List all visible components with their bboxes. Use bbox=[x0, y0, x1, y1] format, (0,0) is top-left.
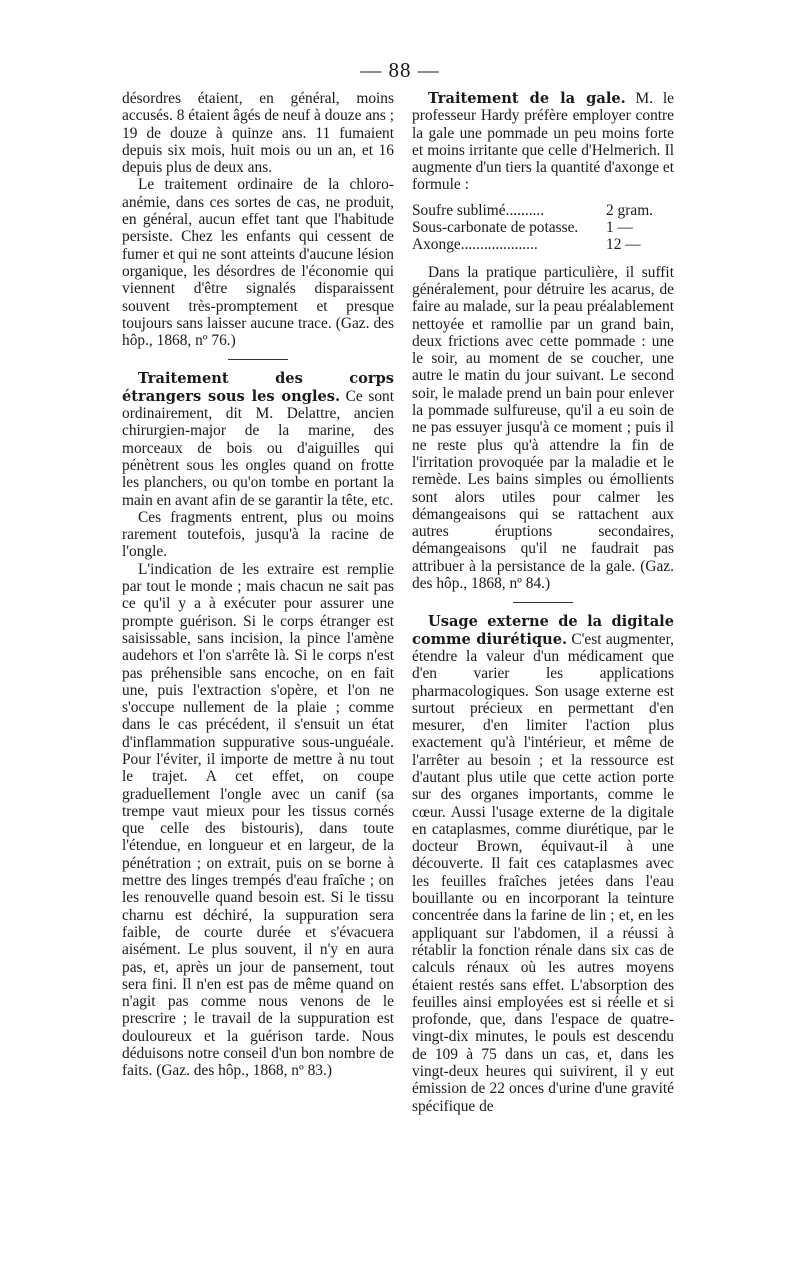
ingredient-quantity: 12 — bbox=[606, 236, 641, 254]
section-heading: Usage externe de la digitale comme diurétique. bbox=[412, 613, 674, 648]
leader-dots bbox=[578, 219, 600, 236]
paragraph: L'indication de les extraire est remplie par tout le monde ; mais chacun ne sait pas ce qu'il y a à exécuter pour assurer une prompte guérison. Si le corps étranger est saisissable, sans incision, la pince l'amène audehors et l'on s'arrête là. Si le corps n'est pas préhensible sans encoche, on en fait une, puis l'extraction s'opère, et l'on ne s'occupe nullement de la plaie ; comme dans le cas précédent, il s'ensuit un état d'inflammation suppurative sous-unguéale. Pour l'éviter, il importe de mettre à nu tout le trajet. A cet effet, on coupe graduellement l'ongle avec un canif (sa trempe vaut mieux pour les tissus cornés que celle des bistouris), dans toute l'étendue, en longueur et en largeur, de la pénétration ; on extrait, puis on se borne à mettre des linges trempés d'eau fraîche ; on les renouvelle quand besoin est. Si le tissu charnu est déchiré, la suppuration sera faible, de courte durée et s'évacuera aisément. Le plus souvent, il n'y en aura pas, et, après un jour de pansement, tout sera fini. Il n'en est pas de même quand on n'agit pas comme nous venons de le prescrire ; le travail de la suppuration est douloureux et la guérison tarde. Nous déduisons notre conseil d'un bon nombre de faits. (Gaz. des hôp., 1868, nº 83.) bbox=[122, 560, 394, 1080]
left-column bbox=[122, 90, 394, 1080]
section-heading: Traitement des corps étrangers sous les ongles. bbox=[122, 370, 394, 405]
recipe-row bbox=[412, 219, 674, 236]
section-corps-etrangers bbox=[122, 370, 394, 508]
page-number: — 88 — bbox=[360, 58, 440, 82]
paragraph-text: C'est augmenter, étendre la valeur d'un médicament que d'en varier les applications pharmacologiques. Son usage externe est surtout précieux en permettant d'en mesurer, d'en limiter l'action plus exactement qu'à l'intérieur, et même de l'arrêter au besoin ; et la ressource est d'autant plus utile que cette action porte sur des organes importants, comme le cœur. Aussi l'usage externe de la digitale en cataplasmes, comme diurétique, par le docteur Brown, équivaut-il à une découverte. Il fait ces cataplasmes avec les feuilles fraîches jetées dans l'eau bouillante ou en incorporant la teinture concentrée dans la farine de lin ; et, en les appliquant sur l'abdomen, il a réussi à rétablir la fonction rénale dans six cas de calculs rénaux où les autres moyens étaient restés sans effet. L'absorption des feuilles ainsi employées est si réelle et si profonde, que, dans l'espace de quatre-vingt-dix minutes, le pouls est descendu de 109 à 75 dans un cas, et, dans les vingt-deux heures qui suivirent, il y eut émission de 22 onces d'urine d'une gravité spécifique de bbox=[412, 630, 674, 1115]
section-digitale bbox=[412, 613, 674, 1115]
section-heading: Traitement de la gale. bbox=[428, 90, 626, 107]
leader-dots: .......... bbox=[505, 201, 545, 219]
right-column bbox=[412, 90, 674, 1115]
paragraph-text: M. le professeur Hardy préfère employer contre la gale une pommade un peu moins forte et moins irritante que celle d'Helmerich. Il augmente d'un tiers la quantité d'axonge et formule : bbox=[412, 90, 674, 194]
paragraph-text: Ce sont ordinairement, dit M. Delattre, ancien chirurgien-major de la marine, des morceaux de bois ou d'aiguilles qui pénètrent sous les ongles quand on frotte les planchers, ou qu'on tombe en portant la main en avant afin de se garantir la tête, etc. bbox=[122, 387, 394, 509]
paragraph: Le traitement ordinaire de la chloro-anémie, dans ces sortes de cas, ne produit, en général, aucun effet tant que l'habitude persiste. Chez les enfants qui cessent de fumer et qui ne sont atteints d'aucune lésion organique, les désordres de l'économie qui viennent d'être signalés disparaissent souvent très-promptement et presque toujours sans laisser aucune trace. (Gaz. des hôp., 1868, nº 76.) bbox=[122, 176, 394, 350]
ingredient-quantity: 1 — bbox=[606, 219, 633, 237]
leader-dots: .................... bbox=[460, 236, 538, 254]
ingredient-name: Axonge bbox=[412, 236, 461, 254]
ingredient-name: Sous-carbonate de potasse. bbox=[412, 219, 579, 237]
recipe-row bbox=[412, 202, 674, 219]
paragraph: Ces fragments entrent, plus ou moins rarement toutefois, jusqu'à la racine de l'ongle. bbox=[122, 508, 394, 561]
section-divider bbox=[513, 602, 573, 603]
paragraph: désordres étaient, en général, moins accusés. 8 étaient âgés de neuf à douze ans ; 19 de douze à quinze ans. 11 fumaient depuis six mois, huit mois ou un an, et 16 depuis plus de deux ans. bbox=[122, 90, 394, 177]
section-divider bbox=[228, 359, 288, 360]
recipe-row bbox=[412, 236, 674, 253]
recipe-formula bbox=[412, 202, 674, 254]
ingredient-quantity: 2 gram. bbox=[606, 201, 654, 219]
paragraph: Dans la pratique particulière, il suffit généralement, pour détruire les acarus, de faire au malade, sur la peau préalablement nettoyée et ramollie par un grand bain, deux frictions avec cette pommade : une le soir, au moment de se coucher, une autre le matin du jour suivant. Le second soir, le malade prend un bain pour enlever la pommade sulfureuse, qu'il a eu soin de ne pas essuyer jusqu'à ce moment ; puis il ne reste plus qu'à attendre la fin de l'irritation provoquée par la maladie et le remède. Les bains simples ou émollients sont alors utiles pour calmer les démangeaisons qui se rattachent aux autres éruptions secondaires, démangeaisons qu'il ne faudrait pas attribuer à la persistance de la gale. (Gaz. des hôp., 1868, nº 84.) bbox=[412, 263, 674, 593]
section-gale bbox=[412, 90, 674, 194]
ingredient-name: Soufre sublimé bbox=[412, 201, 506, 219]
